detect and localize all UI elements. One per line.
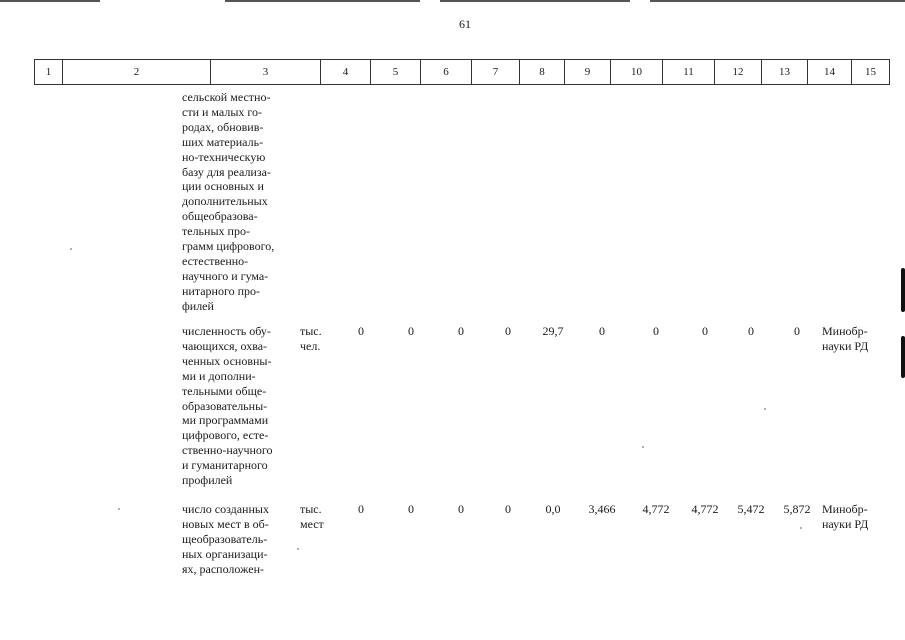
indicator-text: численность обу- чающихся, охва- ченных основны- ми и дополни- тельными обще- образовательны- ми программами цифрового, есте- ственно-научного и гуманитарного профилей (182, 324, 273, 488)
page-number: 61 (459, 17, 471, 31)
header-col-10: 10 (610, 60, 662, 84)
header-col-4: 4 (320, 60, 370, 84)
header-col-8: 8 (519, 60, 564, 84)
value-cell: 0 (458, 502, 464, 516)
value-cell: 4,772 (642, 502, 670, 516)
value-cell: 0 (599, 324, 605, 338)
value-cell: 0,0 (545, 502, 561, 516)
scan-speck (764, 408, 766, 410)
scan-speck (297, 548, 299, 550)
scan-edge-mark (901, 268, 905, 312)
scan-speck (118, 508, 120, 510)
value-cell: 0 (702, 324, 708, 338)
value-cell: 0 (458, 324, 464, 338)
value-cell: 0 (505, 324, 511, 338)
header-col-12: 12 (714, 60, 761, 84)
header-col-3: 3 (210, 60, 320, 84)
value-cell: 5,872 (783, 502, 811, 516)
responsible-org: Минобр- науки РД (822, 324, 869, 353)
responsible-org: Минобр- науки РД (822, 502, 869, 531)
header-col-6: 6 (420, 60, 471, 84)
scan-speck (800, 527, 802, 529)
page-edge-line (440, 0, 630, 2)
value-cell: 0 (748, 324, 754, 338)
value-cell: 0 (408, 502, 414, 516)
header-col-1: 1 (34, 60, 62, 84)
header-col-9: 9 (564, 60, 610, 84)
value-cell: 3,466 (588, 502, 616, 516)
value-cell: 0 (653, 324, 659, 338)
header-col-11: 11 (662, 60, 714, 84)
header-col-2: 2 (62, 60, 210, 84)
unit-label: тыс. чел. (300, 324, 322, 353)
value-cell: 0 (358, 324, 364, 338)
value-cell: 0 (794, 324, 800, 338)
value-cell: 0 (408, 324, 414, 338)
indicator-text: число созданных новых мест в об- щеобразователь- ных организаци- ях, расположен- (182, 502, 269, 576)
value-cell: 29,7 (542, 324, 564, 338)
page-edge-line (225, 0, 420, 2)
value-cell: 5,472 (737, 502, 765, 516)
scan-edge-mark (901, 336, 905, 378)
table-header (34, 59, 890, 85)
header-col-5: 5 (370, 60, 420, 84)
header-col-14: 14 (807, 60, 851, 84)
value-cell: 0 (358, 502, 364, 516)
header-col-15: 15 (851, 60, 890, 84)
page-edge-line (650, 0, 905, 2)
unit-label: тыс. мест (300, 502, 324, 531)
header-col-7: 7 (471, 60, 519, 84)
value-cell: 4,772 (691, 502, 719, 516)
indicator-text: сельской местно- сти и малых го- родах, обновив- ших материаль- но-техническую базу для реализа- ции основных и дополнительных общеобразова- тельных про- грамм цифрового, естественно- научного и гума- нитарного про- филей (182, 90, 275, 313)
value-cell: 0 (505, 502, 511, 516)
page-edge-line (0, 0, 100, 2)
scan-speck (642, 446, 644, 448)
scan-speck (70, 248, 72, 250)
header-col-13: 13 (761, 60, 807, 84)
